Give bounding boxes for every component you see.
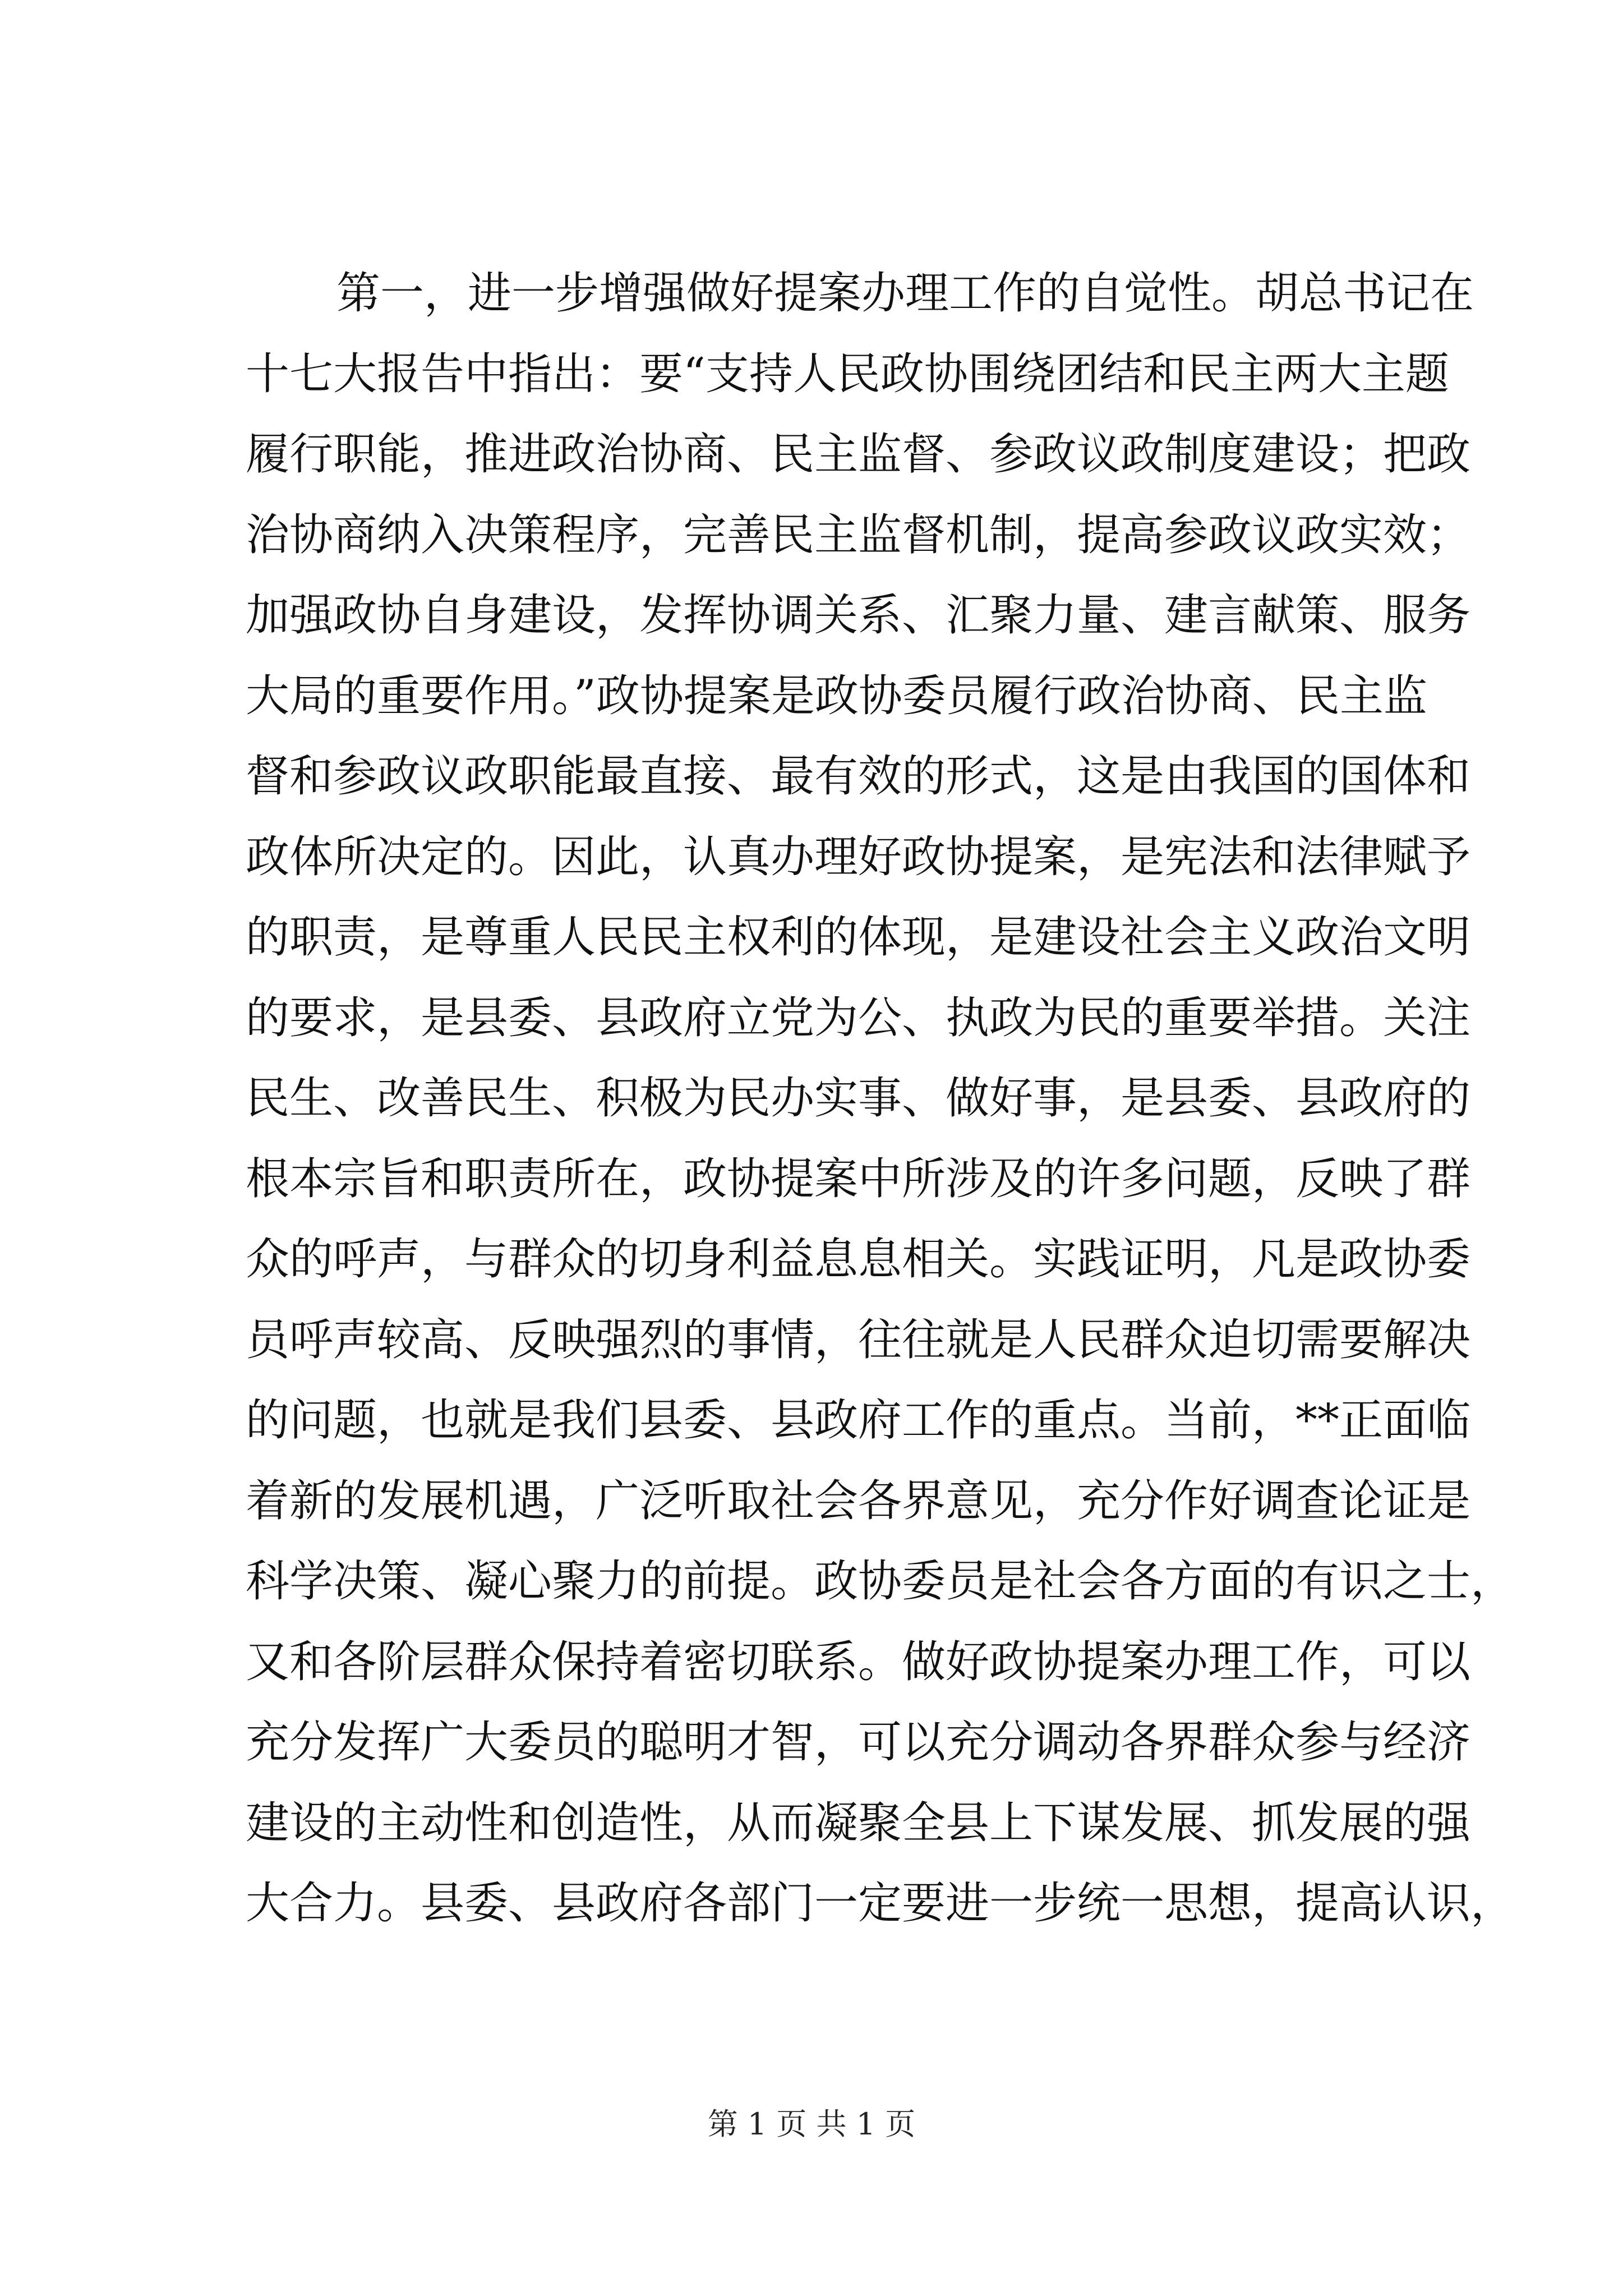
text-line: 大合力。县委、县政府各部门一定要进一步统一思想，提高认识， (246, 1878, 1515, 1929)
text-line: 的要求，是县委、县政府立党为公、执政为民的重要举措。关注 (246, 992, 1471, 1043)
text-line: 的问题，也就是我们县委、县政府工作的重点。当前，**正面临 (246, 1395, 1471, 1446)
text-line: 民生、改善民生、积极为民办实事、做好事，是县委、县政府的 (246, 1073, 1471, 1124)
text-line: 的职责，是尊重人民民主权利的体现，是建设社会主义政治文明 (246, 912, 1471, 963)
text-line: 充分发挥广大委员的聪明才智，可以充分调动各界群众参与经济 (246, 1717, 1471, 1768)
body-paragraph (246, 254, 1515, 1944)
text-line: 第一，进一步增强做好提案办理工作的自觉性。胡总书记在 (336, 268, 1474, 319)
text-line: 根本宗旨和职责所在，政协提案中所涉及的许多问题，反映了群 (246, 1153, 1471, 1204)
text-line: 着新的发展机遇，广泛听取社会各界意见，充分作好调查论证是 (246, 1475, 1471, 1526)
text-line: 众的呼声，与群众的切身利益息息相关。实践证明，凡是政协委 (246, 1234, 1471, 1285)
text-line: 大局的重要作用。”政协提案是政协委员履行政治协商、民主监 (246, 670, 1427, 721)
page-footer: 第 1 页 共 1 页 (707, 2106, 916, 2142)
text-line: 加强政协自身建设，发挥协调关系、汇聚力量、建言献策、服务 (246, 590, 1471, 641)
text-line: 督和参政议政职能最直接、最有效的形式，这是由我国的国体和 (246, 751, 1471, 802)
text-line: 治协商纳入决策程序，完善民主监督机制，提高参政议政实效； (246, 509, 1471, 560)
text-line: 履行职能，推进政治协商、民主监督、参政议政制度建设；把政 (246, 429, 1471, 480)
text-line: 员呼声较高、反映强烈的事情，往往就是人民群众迫切需要解决 (246, 1314, 1471, 1365)
text-line: 科学决策、凝心聚力的前提。政协委员是社会各方面的有识之士， (246, 1556, 1515, 1607)
text-line: 又和各阶层群众保持着密切联系。做好政协提案办理工作，可以 (246, 1636, 1471, 1687)
text-line: 十七大报告中指出：要“支持人民政协围绕团结和民主两大主题 (246, 348, 1449, 399)
text-line: 政体所决定的。因此，认真办理好政协提案，是宪法和法律赋予 (246, 831, 1471, 882)
text-line: 建设的主动性和创造性，从而凝聚全县上下谋发展、抓发展的强 (246, 1797, 1471, 1848)
